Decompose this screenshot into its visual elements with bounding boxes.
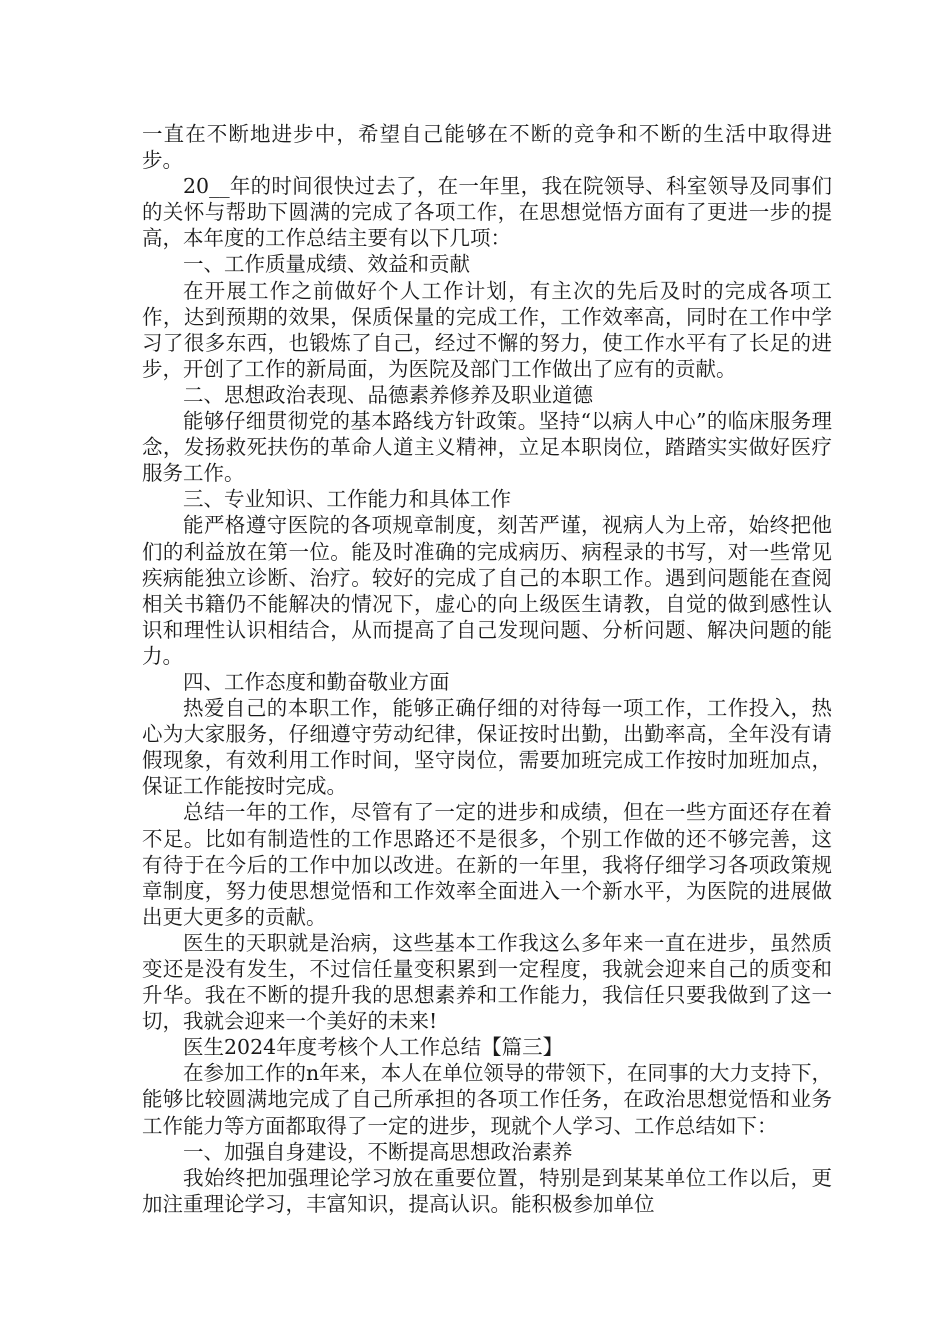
section-heading-3: 三、专业知识、工作能力和具体工作 — [183, 487, 511, 512]
paragraph-closing: 医生的天职就是治病，这些基本工作我这么多年来一直在进步，虽然质变还是没有发生，不过信任量变积累到一定程度，我就会迎来自己的质变和升华。我在不断的提升我的思想素养和工作能力，我信任只要我做到了这一切，我就会迎来一个美好的未来! — [142, 930, 832, 1034]
paragraph: 在参加工作的n年来，本人在单位领导的带领下，在同事的大力支持下，能够比较圆满地完成了自己所承担的各项工作任务，在政治思想觉悟和业务工作能力等方面都取得了一定的进步，现就个人学习、工作总结如下： — [142, 1061, 832, 1138]
paragraph-summary: 总结一年的工作，尽管有了一定的进步和成绩，但在一些方面还存在着不足。比如有制造性的工作思路还不是很多，个别工作做的还不够完善，这有待于在今后的工作中加以改进。在新的一年里，我将仔细学习各项政策规章制度，努力使思想觉悟和工作效率全面进入一个新水平，为医院的进展做出更大更多的贡献。 — [142, 800, 832, 929]
article-title: 医生2024年度考核个人工作总结【篇三】 — [183, 1035, 564, 1060]
paragraph: 能严格遵守医院的各项规章制度，刻苦严谨，视病人为上帝，始终把他们的利益放在第一位。能及时准确的完成病历、病程录的书写，对一些常见疾病能独立诊断、治疗。较好的完成了自己的本职工作。遇到问题能在查阅相关书籍仍不能解决的情况下，虚心的向上级医生请教，自觉的做到感性认识和理性认识相结合，从而提高了自己发现问题、分析问题、解决问题的能力。 — [142, 513, 832, 668]
paragraph: 热爱自己的本职工作，能够正确仔细的对待每一项工作，工作投入，热心为大家服务，仔细遵守劳动纪律，保证按时出勤，出勤率高，全年没有请假现象，有效利用工作时间，坚守岗位，需要加班完成工作按时加班加点，保证工作能按时完成。 — [142, 696, 832, 799]
section-heading-1: 一、工作质量成绩、效益和贡献 — [183, 252, 470, 277]
section-heading-4: 四、工作态度和勤奋敬业方面 — [183, 669, 450, 694]
section-heading-2: 二、思想政治表现、品德素养修养及职业道德 — [183, 382, 593, 407]
paragraph: 我始终把加强理论学习放在重要位置，特别是到某某单位工作以后，更加注重理论学习，丰富知识，提高认识。能积极参加单位 — [142, 1165, 832, 1216]
section-heading-1: 一、加强自身建设，不断提高思想政治素养 — [183, 1139, 573, 1164]
paragraph-intro: 20__年的时间很快过去了，在一年里，我在院领导、科室领导及同事们的关怀与帮助下圆满的完成了各项工作，在思想觉悟方面有了更进一步的提高，本年度的工作总结主要有以下几项： — [142, 174, 832, 251]
paragraph-continuation: 一直在不断地进步中，希望自己能够在不断的竞争和不断的生活中取得进步。 — [142, 122, 832, 173]
paragraph: 在开展工作之前做好个人工作计划，有主次的先后及时的完成各项工作，达到预期的效果，保质保量的完成工作，工作效率高，同时在工作中学习了很多东西，也锻炼了自己，经过不懈的努力，使工作水平有了长足的进步，开创了工作的新局面，为医院及部门工作做出了应有的贡献。 — [142, 278, 832, 381]
document-page — [142, 121, 832, 1217]
paragraph: 能够仔细贯彻党的基本路线方针政策。坚持“以病人中心”的临床服务理念，发扬救死扶伤的革命人道主义精神，立足本职岗位，踏踏实实做好医疗服务工作。 — [142, 409, 832, 486]
